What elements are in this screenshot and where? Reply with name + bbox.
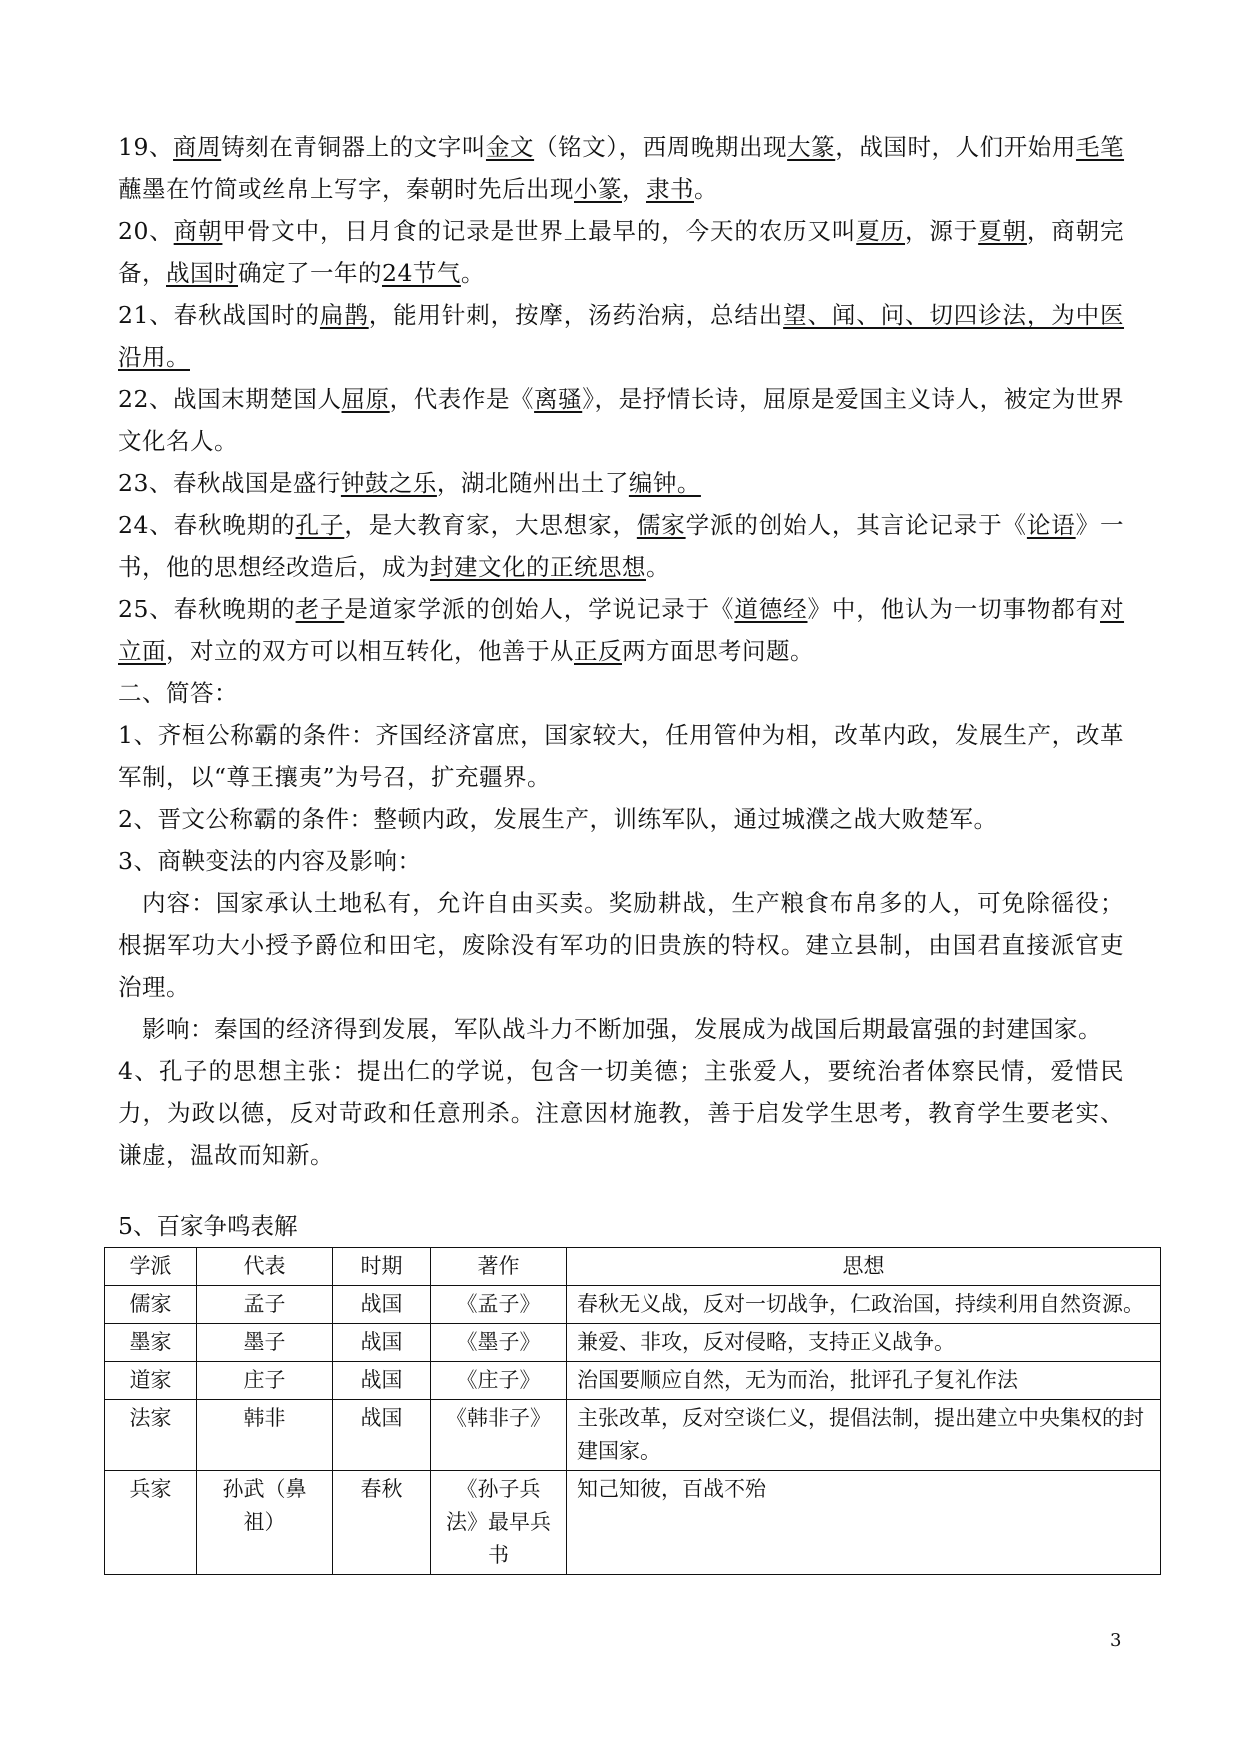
header-works: 著作 — [431, 1248, 567, 1286]
fill-in-item — [118, 462, 1124, 504]
cell-school: 儒家 — [105, 1286, 197, 1324]
cell-works: 《墨子》 — [431, 1324, 567, 1362]
answer-item: 影响：秦国的经济得到发展，军队战斗力不断加强，发展成为战国后期最富强的封建国家。 — [142, 1015, 1102, 1043]
header-thought: 思想 — [567, 1248, 1161, 1286]
answer-blank: 小篆 — [574, 175, 622, 203]
text-segment: 甲骨文中，日月食的记录是世界上最早的，今天的农历又叫 — [222, 217, 857, 245]
fill-in-item — [118, 378, 1124, 462]
text-segment: 。 — [694, 175, 718, 203]
schools-table — [104, 1247, 1161, 1575]
answer-blank: 隶书 — [646, 175, 694, 203]
text-segment: 是道家学派的创始人，学说记录于《 — [344, 595, 735, 623]
table-row — [105, 1471, 1161, 1575]
table-row — [105, 1286, 1161, 1324]
cell-thought: 知己知彼，百战不殆 — [567, 1471, 1161, 1575]
body-text — [118, 126, 1124, 1176]
answer-blank: 对立面 — [118, 595, 1125, 665]
cell-thought: 治国要顺应自然，无为而治，批评孔子复礼作法 — [567, 1362, 1161, 1400]
text-segment: （铭文），西周晚期出现 — [534, 133, 788, 161]
text-segment: 24、春秋晚期的 — [118, 511, 296, 539]
text-segment: 19、 — [118, 133, 174, 161]
cell-period: 战国 — [333, 1400, 431, 1471]
cell-representative: 韩非 — [197, 1400, 333, 1471]
text-segment: ，代表作是《 — [389, 385, 535, 413]
fill-in-item — [118, 294, 1124, 378]
answer-blank: 夏朝 — [978, 217, 1027, 245]
text-segment: 确定了一年的 — [238, 259, 382, 287]
text-segment: 两方面思考问题。 — [622, 637, 814, 665]
page-number: 3 — [1110, 1630, 1122, 1651]
text-segment: ，商朝完备， — [118, 217, 1125, 287]
cell-school: 道家 — [105, 1362, 197, 1400]
text-segment: 》一书，他的思想经改造后，成为 — [118, 511, 1125, 581]
text-segment: ，源于 — [905, 217, 979, 245]
answer-blank: 封建文化的正统思想 — [430, 553, 646, 581]
answer-blank: 望、闻、问、切四诊法，为中医沿用。 — [118, 301, 1125, 371]
text-segment: 》中，他认为一切事物都有 — [807, 595, 1101, 623]
text-segment: ，对立的双方可以相互转化，他善于从 — [166, 637, 574, 665]
fill-in-item — [118, 588, 1124, 672]
table-body — [105, 1286, 1161, 1575]
answer-blank: 商朝 — [173, 217, 223, 245]
cell-period: 战国 — [333, 1324, 431, 1362]
text-segment: ，战国时，人们开始用 — [835, 133, 1076, 161]
header-period: 时期 — [333, 1248, 431, 1286]
header-school: 学派 — [105, 1248, 197, 1286]
answer-blank: 儒家 — [636, 511, 686, 539]
answer-item: 3、商鞅变法的内容及影响： — [118, 847, 422, 875]
answer-blank: 金文 — [485, 133, 535, 161]
answer-item: 内容：国家承认土地私有，允许自由买卖。奖励耕战，生产粮食布帛多的人，可免除徭役；根据军功大小授予爵位和田宅，废除没有军功的旧贵族的特权。建立县制，由国君直接派官吏治理。 — [118, 889, 1124, 1001]
section-heading: 二、简答： — [118, 679, 238, 707]
text-segment: ，能用针刺，按摩，汤药治病，总结出 — [368, 301, 784, 329]
cell-representative: 墨子 — [197, 1324, 333, 1362]
answer-item: 4、孔子的思想主张：提出仁的学说，包含一切美德；主张爱人，要统治者体察民情，爱惜民力，为政以德，反对苛政和任意刑杀。注意因材施教，善于启发学生思考，教育学生要老实、谦虚，温故而知新。 — [118, 1057, 1124, 1169]
cell-works: 《孟子》 — [431, 1286, 567, 1324]
short-answer-section — [118, 714, 1124, 1176]
answer-blank: 大篆 — [787, 133, 836, 161]
answer-blank: 正反 — [574, 637, 622, 665]
answer-blank: 老子 — [295, 595, 345, 623]
text-segment: 铸刻在青铜器上的文字叫 — [221, 133, 486, 161]
answer-blank: 屈原 — [341, 385, 390, 413]
cell-school: 兵家 — [105, 1471, 197, 1575]
table-title: 5、百家争鸣表解 — [118, 1212, 298, 1240]
answer-blank: 战国时 — [166, 259, 238, 287]
cell-thought: 春秋无义战，反对一切战争，仁政治国，持续利用自然资源。 — [567, 1286, 1161, 1324]
answer-blank: 毛笔 — [1075, 133, 1125, 161]
answer-item: 2、晋文公称霸的条件：整顿内政，发展生产，训练军队，通过城濮之战大败楚军。 — [118, 805, 998, 833]
cell-works: 《韩非子》 — [431, 1400, 567, 1471]
answer-blank: 扁鹊 — [319, 301, 369, 329]
text-segment: 21、春秋战国时的 — [118, 301, 320, 329]
answer-blank: 道德经 — [734, 595, 808, 623]
answer-blank: 夏历 — [856, 217, 906, 245]
answer-blank: 孔子 — [295, 511, 345, 539]
table-row — [105, 1400, 1161, 1471]
text-segment: 蘸墨在竹简或丝帛上写字，秦朝时先后出现 — [118, 175, 574, 203]
table-row — [105, 1362, 1161, 1400]
answer-blank: 离骚 — [534, 385, 583, 413]
text-segment: 23、春秋战国是盛行 — [118, 469, 341, 497]
answer-blank: 24节气 — [382, 259, 461, 287]
fill-in-item — [118, 504, 1124, 588]
fill-in-item — [118, 210, 1124, 294]
answer-blank: 商周 — [173, 133, 222, 161]
text-segment: 22、战国末期楚国人 — [118, 385, 342, 413]
answer-blank: 钟鼓之乐 — [340, 469, 437, 497]
cell-period: 春秋 — [333, 1471, 431, 1575]
cell-representative: 孙武（鼻祖） — [197, 1471, 333, 1575]
table-row — [105, 1324, 1161, 1362]
cell-representative: 孟子 — [197, 1286, 333, 1324]
text-segment: 》，是抒情长诗，屈原是爱国主义诗人，被定为世界文化名人。 — [118, 385, 1125, 455]
answer-blank: 编钟。 — [628, 469, 701, 497]
answer-blank: 论语 — [1026, 511, 1076, 539]
header-representative: 代表 — [197, 1248, 333, 1286]
cell-period: 战国 — [333, 1286, 431, 1324]
text-segment: 学派的创始人，其言论记录于《 — [685, 511, 1027, 539]
cell-school: 墨家 — [105, 1324, 197, 1362]
cell-works: 《庄子》 — [431, 1362, 567, 1400]
text-segment: ， — [622, 175, 646, 203]
cell-period: 战国 — [333, 1362, 431, 1400]
cell-thought: 兼爱、非攻，反对侵略，支持正义战争。 — [567, 1324, 1161, 1362]
cell-works: 《孙子兵法》最早兵书 — [431, 1471, 567, 1575]
cell-school: 法家 — [105, 1400, 197, 1471]
fill-in-item — [118, 126, 1124, 210]
answer-item: 1、齐桓公称霸的条件：齐国经济富庶，国家较大，任用管仲为相，改革内政，发展生产，改革军制，以“尊王攘夷”为号召，扩充疆界。 — [118, 721, 1124, 791]
cell-representative: 庄子 — [197, 1362, 333, 1400]
text-segment: ，湖北随州出土了 — [436, 469, 629, 497]
text-segment: 。 — [646, 553, 670, 581]
text-segment: 。 — [460, 259, 485, 287]
text-segment: 25、春秋晚期的 — [118, 595, 296, 623]
cell-thought: 主张改革，反对空谈仁义，提倡法制，提出建立中央集权的封建国家。 — [567, 1400, 1161, 1471]
text-segment: 20、 — [118, 217, 174, 245]
fill-in-section — [118, 126, 1124, 672]
text-segment: ，是大教育家，大思想家， — [344, 511, 637, 539]
table-header-row — [105, 1248, 1161, 1286]
